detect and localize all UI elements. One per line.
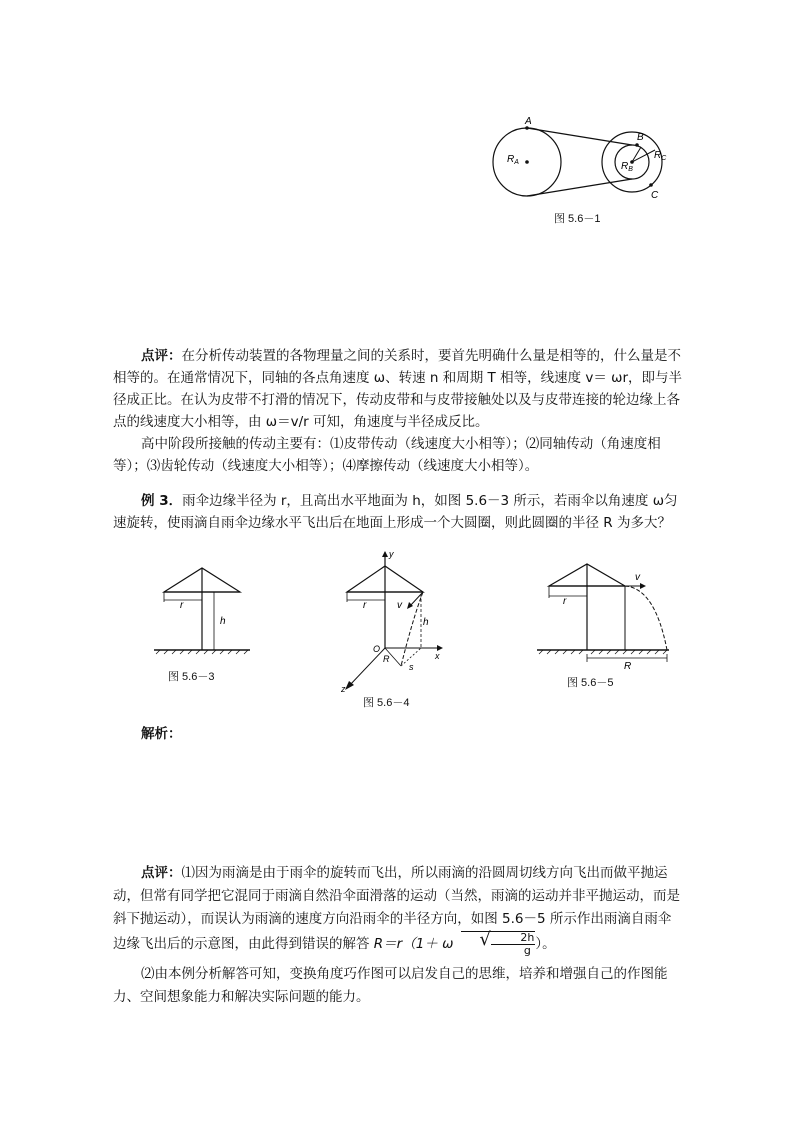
- label-RC: R: [654, 150, 662, 161]
- fig5-v: v: [635, 572, 640, 583]
- comment-2-text2: ⑵由本例分析解答可知，变换角度巧作图可以启发自己的思维，培养和增强自己的作图能力、空间想象能力和解决实际问题的能力。: [113, 966, 668, 1005]
- label-RB: R: [621, 161, 629, 172]
- example-3-text: 雨伞边缘半径为 r，且高出水平地面为 h，如图 5.6－3 所示，若雨伞以角速度 ω匀速旋转，使雨滴自雨伞边缘水平飞出后在地面上形成一个大圆圈，则此圆圈的半径 R 为多大？: [113, 493, 678, 531]
- fig4-x: x: [435, 651, 440, 661]
- fig5-caption: 图 5.6－5: [567, 677, 614, 689]
- comment-1-text2: 高中阶段所接触的传动主要有：⑴皮带传动（线速度大小相等）；⑵同轴传动（角速度相等）；⑶齿轮传动（线速度大小相等）；⑷摩擦传动（线速度大小相等）。: [113, 436, 661, 474]
- comment-2-text: ⑴因为雨滴是由于雨伞的旋转而飞出，所以雨滴的沿圆周切线方向飞出而做平抛运动，但常有同学把它混同于雨滴自然沿伞面滑落的运动（当然，雨滴的运动并非平抛运动，而是斜下抛运动），而误认为雨滴的速度方向沿雨伞的半径方向，如图 5.6－5 所示作出雨滴自雨伞边缘飞出后的示意图，由此得到错误的解答: [113, 865, 680, 952]
- svg-text:RC: [654, 150, 667, 162]
- fig4-R: R: [383, 654, 390, 664]
- fig4-z: z: [341, 684, 346, 694]
- label-B: B: [637, 132, 644, 143]
- svg-text:RA: [507, 154, 519, 166]
- figure-umbrella-3d: [335, 548, 450, 696]
- figure-umbrella-side: [150, 560, 260, 660]
- label-RC-sub: C: [661, 155, 667, 162]
- example-3-heading: 例 3．: [141, 493, 183, 509]
- comment-2-heading: 点评：: [141, 865, 182, 881]
- label-C: C: [651, 190, 659, 201]
- fig5-R: R: [624, 661, 632, 670]
- analysis-heading: 解析：: [141, 726, 182, 742]
- label-A: A: [525, 116, 532, 127]
- fig4-h: h: [423, 617, 429, 628]
- fig3-h: h: [220, 616, 226, 627]
- fig4-r: r: [363, 600, 367, 611]
- comment-1: [113, 345, 683, 477]
- fig4-O: O: [373, 644, 381, 654]
- fig4-caption: 图 5.6－4: [363, 697, 410, 709]
- formula-num: √ 2h: [491, 932, 535, 945]
- fig5-r: r: [563, 596, 567, 607]
- comment-2: [113, 862, 683, 1009]
- fig4-s: s: [409, 662, 414, 672]
- example-3: [113, 490, 683, 534]
- fig4-v: v: [397, 600, 402, 611]
- comment-1-text: 在分析传动装置的各物理量之间的关系时，要首先明确什么量是相等的，什么量是不相等的。在通常情况下，同轴的各点角速度 ω、转速 n 和周期 T 相等，线速度 v＝ ωr，即与半径成正比。在认为皮带不打滑的情况下，传动皮带和与皮带接触处以及与皮带连接的轮边缘上各点的线速度大小相等，由 ω＝v/r 可知，角速度与半径成反比。: [113, 348, 682, 430]
- label-RB-sub: B: [628, 166, 633, 173]
- fig1-caption: 图 5.6－1: [554, 213, 601, 225]
- formula-den: g: [523, 944, 531, 957]
- figure-umbrella-trajectory: [535, 558, 675, 670]
- label-RA: R: [507, 154, 515, 165]
- formula-rhs: ）。: [535, 936, 556, 952]
- formula-sqrt: [461, 931, 535, 957]
- comment-1-heading: 点评：: [141, 348, 182, 364]
- formula-lhs: R＝r（1＋ ω: [373, 936, 454, 952]
- fig4-y: y: [389, 549, 394, 559]
- label-RA-sub: A: [514, 159, 519, 166]
- fig3-r: r: [180, 600, 184, 611]
- fig3-caption: 图 5.6－3: [168, 671, 215, 683]
